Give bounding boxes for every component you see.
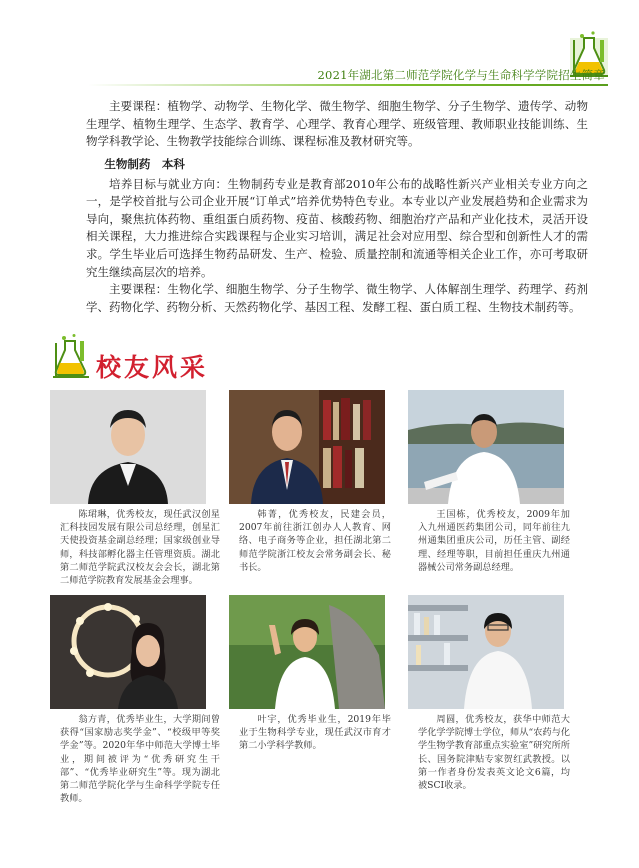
- alumni-photo-4: [50, 595, 206, 709]
- alumni-photo-2: [229, 390, 385, 504]
- header-divider: [88, 84, 608, 86]
- alumni-caption-5: 叶宇，优秀毕业生，2019年毕业于生物科学专业，现任武汉市育才第二小学科学教师。: [239, 714, 391, 752]
- alumni-caption-6: 周圆，优秀校友，获华中师范大学化学学院博士学位，师从“农药与化学生物学教育部重点实验室”研究所所长、国务院津贴专家贺红武教授。以第一作者身份发表英文论文6篇，均被SCI收录。: [418, 714, 570, 792]
- page-header: [0, 0, 639, 90]
- section-flask-icon: [50, 333, 92, 381]
- alumni-section-title: 校友风采: [96, 353, 209, 382]
- biopharma-goal-text: 培养目标与就业方向：生物制药专业是教育部2010年公布的战略性新兴产业相关专业方向之一，是学校首批与公司企业开展“订单式”培养优势特色专业。本专业以产业发展趋势和企业需求为导向，聚焦抗体药物、重组蛋白质药物、疫苗、核酸药物、细胞治疗产品和产业化技术，灵活开设相关课程，大力推进综合实践课程与企业实习培训，满足社会对应用型、综合型和创新性人才的需求。学生毕业后可选择生物药品研发、生产、检验、质量控制和流通等相关企业工作，亦可考取研究生继续高层次的培养。: [86, 176, 588, 279]
- alumni-photo-1: [50, 390, 206, 504]
- alumni-photo-5: [229, 595, 385, 709]
- alumni-caption-3: 王国栋，优秀校友，2009年加入九州通医药集团公司，同年前往九州通集团重庆公司，历任主管、副经理、经理等职，目前担任重庆九州通器械公司常务副总经理。: [418, 509, 570, 573]
- alumni-caption-1: 陈珺琳，优秀校友，现任武汉创星汇科技园发展有限公司总经理，创星汇天使投资基金副总经理；国家级创业导师，科技部孵化器主任管理资质。湖北第二师范学院武汉校友会会长，湖北第二师范学院教育发展基金会理事。: [60, 509, 220, 587]
- biology-courses: [86, 98, 588, 151]
- biopharma-section: [86, 153, 588, 316]
- alumni-photo-6: [408, 595, 564, 709]
- header-title: 2021年湖北第二师范学院化学与生命科学学院招生简章: [317, 68, 605, 82]
- biopharma-courses-text: 主要课程：生物化学、细胞生物学、分子生物学、微生物学、人体解剖生理学、药理学、药剂学、药物化学、药物分析、天然药物化学、基因工程、发酵工程、蛋白质工程、生物技术制药等。: [86, 282, 588, 314]
- alumni-photo-3: [408, 390, 564, 504]
- biopharma-heading: 生物制药 本科: [104, 157, 185, 171]
- alumni-caption-4: 翁方青，优秀毕业生，大学期间曾获得“国家励志奖学金”、“校级甲等奖学金”等。2020年华中师范大学博士毕业，期间被评为“优秀研究生干部”、“优秀毕业研究生”等。现为湖北第二师范学院化学与生命科学学院专任教师。: [60, 714, 220, 805]
- biology-courses-text: 主要课程：植物学、动物学、生物化学、微生物学、细胞生物学、分子生物学、遗传学、动物生理学、植物生理学、生态学、教育学、心理学、教育心理学、班级管理、教师职业技能训练、生物学科教学论、生物教学技能综合训练、课程标准及教材研究等。: [86, 99, 588, 149]
- alumni-caption-2: 韩菁，优秀校友，民建会员，2007年前往浙江创办人人教育、网络、电子商务等企业，担任湖北第二师范学院浙江校友会常务副会长、秘书长。: [239, 509, 391, 573]
